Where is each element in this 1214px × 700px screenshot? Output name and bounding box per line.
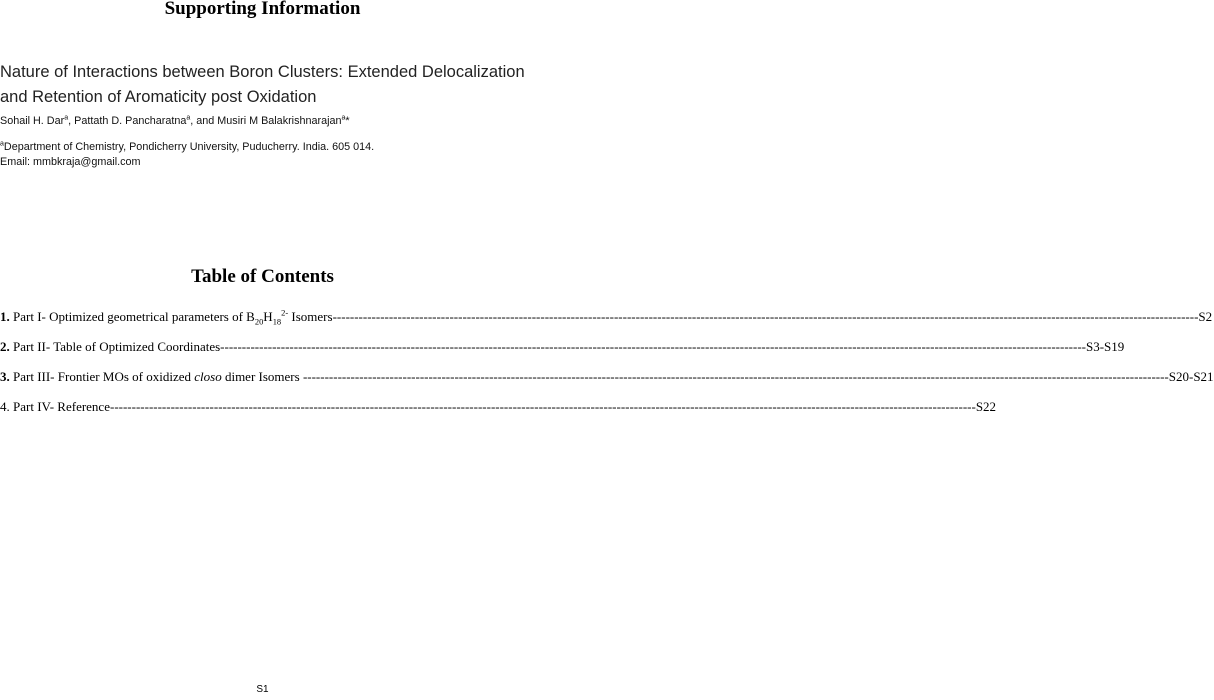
author-separator: , and [190,115,218,127]
toc-entry-text [0,369,303,385]
toc-entry-number: 1. [0,309,10,324]
affiliation [0,141,374,153]
affiliation-text: Department of Chemistry, Pondicherry University, Puducherry. India. 605 014. [3,141,375,153]
author-list [0,115,350,127]
toc-entry-label: Part IV- Reference [9,399,110,414]
formula-subscript: 18 [272,316,282,327]
page-number: S1 [256,684,269,695]
toc-page-ref: S2 [1198,309,1213,324]
toc-leader: -------------------------------------------------------------------------------------------------------------------------------------------------------------------------------------------------------- [332,309,1199,324]
toc-entry-number: 4. [0,399,10,414]
toc-heading: Table of Contents [191,266,334,287]
author-name: Sohail H. Dar [0,115,65,127]
author-affiliation-mark: a [186,114,191,122]
toc-entry-label: dimer Isomers [221,369,303,384]
toc-entry-number: 2. [0,339,10,354]
toc-leader: -------------------------------------------------------------------------------------------------------------------------------------------------------------------------------------------------------- [220,339,1086,354]
contact-email: Email: mmbkraja@gmail.com [0,156,141,168]
toc-entry[interactable] [0,369,1214,385]
formula-subscript: 20 [254,316,264,327]
toc-entry-label: Part I- Optimized geometrical parameters of B [9,309,255,324]
toc-page-ref: S20-S21 [1168,369,1214,384]
affiliation-mark: a [0,140,4,148]
toc-page-ref: S3-S19 [1085,339,1125,354]
toc-entry-emphasis: closo [194,369,222,384]
toc-page-ref: S22 [975,399,997,414]
toc-entry-text [0,309,333,325]
toc-entry-number: 3. [0,369,10,384]
formula-element: H [263,309,273,324]
toc-entry-text [0,339,220,355]
toc-entry-text [0,399,110,415]
toc-entry[interactable] [0,307,1213,327]
toc-leader: -------------------------------------------------------------------------------------------------------------------------------------------------------------------------------------------------------- [302,369,1169,384]
paper-title: Nature of Interactions between Boron Clusters: Extended Delocalization and Retention of Aromaticity post Oxidation [0,63,525,106]
corresponding-author-mark: * [345,115,350,127]
toc-entry[interactable] [0,399,997,415]
author-name: Pattath D. Pancharatna [74,115,187,127]
author-separator: , [68,115,75,127]
toc-entry-label: Part II- Table of Optimized Coordinates [9,339,221,354]
toc-entry-label: Part III- Frontier MOs of oxidized [9,369,195,384]
author-affiliation-mark: a [341,114,346,122]
formula-charge: 2- [281,307,289,318]
toc-entry[interactable] [0,339,1125,355]
toc-leader: -------------------------------------------------------------------------------------------------------------------------------------------------------------------------------------------------------- [109,399,976,414]
document-title: Supporting Information [164,0,361,19]
author-affiliation-mark: a [64,114,69,122]
author-name: Musiri M Balakrishnarajan [217,115,342,127]
toc-entry-label: Isomers [288,309,333,324]
